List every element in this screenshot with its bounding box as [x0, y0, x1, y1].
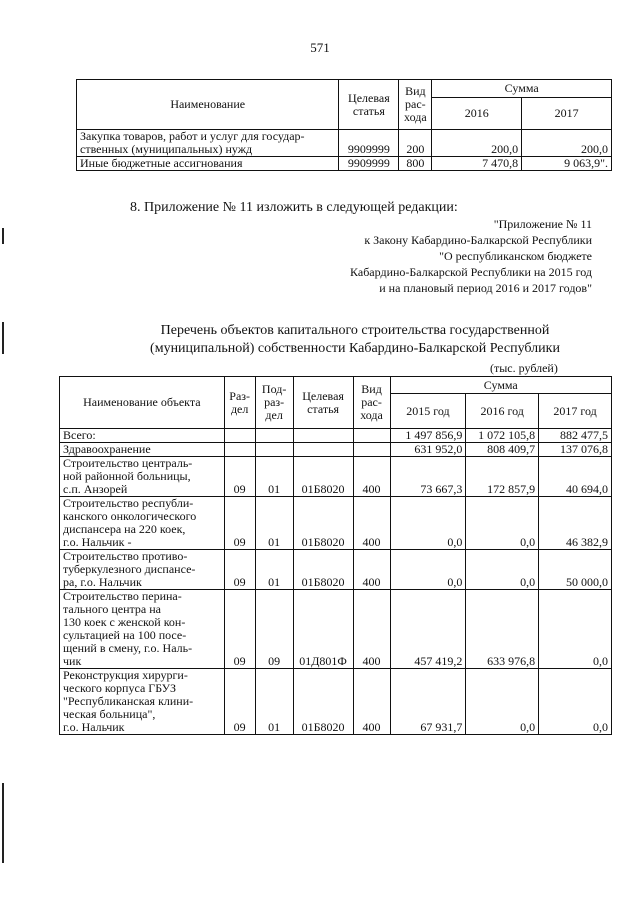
row-subsection: 01	[255, 550, 293, 590]
health-label: Здравоохранение	[60, 443, 225, 457]
row-2016: 633 976,8	[466, 590, 539, 669]
budget-table	[76, 79, 612, 171]
header-type: Вид рас- хода	[353, 377, 390, 429]
margin-mark	[2, 783, 4, 863]
document-title	[60, 322, 640, 358]
units-label: (тыс. рублей)	[490, 361, 558, 375]
row-type: 400	[353, 669, 390, 735]
header-target: Целевая статья	[339, 80, 399, 130]
health-2016: 808 409,7	[466, 443, 539, 457]
row-2016: 0,0	[466, 550, 539, 590]
header-2017: 2017	[522, 98, 612, 130]
header-name: Наименование	[77, 80, 339, 130]
row-target: 01Б8020	[293, 457, 353, 497]
header-2015: 2015 год	[390, 394, 466, 429]
row-name: Закупка товаров, работ и услуг для государ- ственных (муниципальных) нужд	[77, 130, 339, 157]
row-2015: 457 419,2	[390, 590, 466, 669]
header-object-name: Наименование объекта	[60, 377, 225, 429]
row-2016: 7 470,8	[432, 157, 522, 171]
header-subsection: Под- раз- дел	[255, 377, 293, 429]
annex-header	[300, 216, 592, 296]
row-2017: 40 694,0	[539, 457, 612, 497]
header-2016: 2016 год	[466, 394, 539, 429]
row-name: Иные бюджетные ассигнования	[77, 157, 339, 171]
row-2015: 67 931,7	[390, 669, 466, 735]
row-subsection: 01	[255, 669, 293, 735]
table-row	[77, 130, 612, 157]
header-2017: 2017 год	[539, 394, 612, 429]
row-2015: 0,0	[390, 550, 466, 590]
row-type: 400	[353, 457, 390, 497]
row-type: 400	[353, 590, 390, 669]
empty-cell	[293, 429, 353, 443]
row-2015: 0,0	[390, 497, 466, 550]
row-target: 01Б8020	[293, 497, 353, 550]
row-target: 01Б8020	[293, 550, 353, 590]
object-name: Реконструкция хирурги- ческого корпуса ГБУЗ "Республиканская клини- ческая больница", г.о. Нальчик	[60, 669, 225, 735]
object-name: Строительство противо- туберкулезного диспансе- ра, г.о. Нальчик	[60, 550, 225, 590]
annex-line: "О республиканском бюджете	[439, 249, 592, 263]
margin-mark	[2, 322, 4, 354]
row-2016: 0,0	[466, 497, 539, 550]
row-2017: 50 000,0	[539, 550, 612, 590]
total-2015: 1 497 856,9	[390, 429, 466, 443]
table-row	[60, 669, 612, 735]
table-row	[60, 457, 612, 497]
row-section: 09	[224, 550, 255, 590]
row-section: 09	[224, 590, 255, 669]
object-name: Строительство республи- канского онкологического диспансера на 220 коек, г.о. Нальчик -	[60, 497, 225, 550]
margin-mark	[2, 228, 4, 244]
header-target: Целевая статья	[293, 377, 353, 429]
table-row	[60, 590, 612, 669]
row-2017: 200,0	[522, 130, 612, 157]
header-type: Вид рас- хода	[399, 80, 432, 130]
row-target: 01Б8020	[293, 669, 353, 735]
total-2017: 882 477,5	[539, 429, 612, 443]
row-subsection: 01	[255, 497, 293, 550]
row-type: 200	[399, 130, 432, 157]
row-subsection: 09	[255, 590, 293, 669]
annex-line: Кабардино-Балкарской Республики на 2015 год	[350, 265, 592, 279]
row-subsection: 01	[255, 457, 293, 497]
header-sum: Сумма	[390, 377, 611, 394]
title-line: Перечень объектов капитального строительства государственной	[160, 323, 550, 338]
total-label: Всего:	[60, 429, 225, 443]
empty-cell	[255, 443, 293, 457]
table-row	[60, 497, 612, 550]
annex-line: "Приложение № 11	[493, 217, 592, 231]
row-section: 09	[224, 669, 255, 735]
row-2017: 9 063,9".	[522, 157, 612, 171]
row-target: 9909999	[339, 157, 399, 171]
header-section: Раз- дел	[224, 377, 255, 429]
page-number: 571	[310, 40, 330, 55]
annex-line: к Закону Кабардино-Балкарской Республики	[364, 233, 592, 247]
header-2016: 2016	[432, 98, 522, 130]
health-2017: 137 076,8	[539, 443, 612, 457]
annex-line: и на плановый период 2016 и 2017 годов"	[379, 281, 592, 295]
row-2016: 200,0	[432, 130, 522, 157]
header-sum: Сумма	[432, 80, 612, 98]
row-type: 800	[399, 157, 432, 171]
row-target: 01Д801Ф	[293, 590, 353, 669]
row-2017: 0,0	[539, 590, 612, 669]
row-section: 09	[224, 457, 255, 497]
empty-cell	[293, 443, 353, 457]
row-2016: 172 857,9	[466, 457, 539, 497]
empty-cell	[353, 443, 390, 457]
row-section: 09	[224, 497, 255, 550]
row-type: 400	[353, 550, 390, 590]
empty-cell	[255, 429, 293, 443]
total-row	[60, 429, 612, 443]
row-2017: 46 382,9	[539, 497, 612, 550]
row-2016: 0,0	[466, 669, 539, 735]
empty-cell	[353, 429, 390, 443]
total-2016: 1 072 105,8	[466, 429, 539, 443]
row-target: 9909999	[339, 130, 399, 157]
empty-cell	[224, 429, 255, 443]
row-2017: 0,0	[539, 669, 612, 735]
table-row	[77, 157, 612, 171]
construction-table	[59, 376, 612, 735]
table-row	[60, 550, 612, 590]
empty-cell	[224, 443, 255, 457]
object-name: Строительство централь- ной районной больницы, с.п. Анзорей	[60, 457, 225, 497]
title-line: (муниципальной) собственности Кабардино-Балкарской Республики	[150, 341, 560, 356]
health-2015: 631 952,0	[390, 443, 466, 457]
instruction: 8. Приложение № 11 изложить в следующей редакции:	[130, 200, 458, 215]
object-name: Строительство перина- тального центра на 130 коек с женской кон- сультацией на 100 посе- щений в смену, г.о. Наль- чик	[60, 590, 225, 669]
row-type: 400	[353, 497, 390, 550]
row-2015: 73 667,3	[390, 457, 466, 497]
health-row	[60, 443, 612, 457]
